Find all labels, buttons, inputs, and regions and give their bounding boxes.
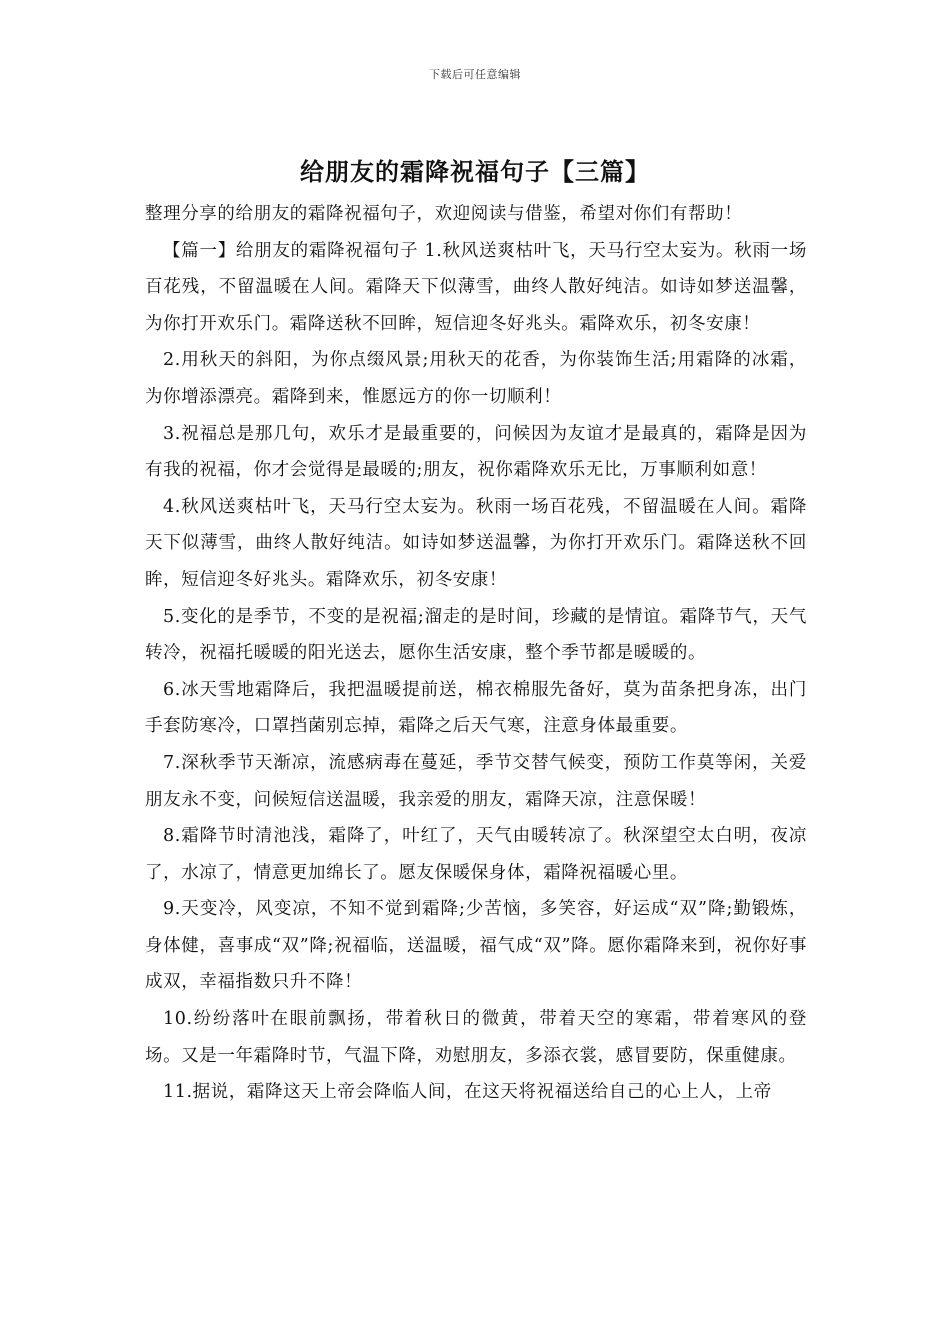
blessing-item: 3.祝福总是那几句，欢乐才是最重要的，问候因为友谊才是最真的，霜降是因为有我的祝福，你才会觉得是最暖的;朋友，祝你霜降欢乐无比，万事顺利如意！ (145, 423, 807, 481)
blessing-item: 6.冰天雪地霜降后，我把温暖提前送，棉衣棉服先备好，莫为苗条把身冻，出门手套防寒冷，口罩挡菌别忘掉，霜降之后天气寒，注意身体最重要。 (145, 679, 807, 737)
blessing-item: 2.用秋天的斜阳，为你点缀风景;用秋天的花香，为你装饰生活;用霜降的冰霜，为你增添漂亮。霜降到来，惟愿远方的你一切顺利！ (145, 350, 807, 407)
section-paragraph-1 (145, 233, 807, 343)
blessing-item: 4.秋风送爽枯叶飞，天马行空太妄为。秋雨一场百花残，不留温暖在人间。霜降天下似薄雪，曲终人散好纯洁。如诗如梦送温馨，为你打开欢乐门。霜降送秋不回眸，短信迎冬好兆头。霜降欢乐，初冬安康！ (145, 496, 807, 590)
section-heading: 【篇一】给朋友的霜降祝福句子 (163, 240, 425, 261)
blessing-item: 7.深秋季节天渐凉，流感病毒在蔓延，季节交替气候变，预防工作莫等闲，关爱朋友永不变，问候短信送温暖，我亲爱的朋友，霜降天凉，注意保暖！ (145, 752, 807, 810)
blessing-item: 9.天变冷，风变凉，不知不觉到霜降;少苦恼，多笑容，好运成“双”降;勤锻炼，身体健，喜事成“双”降;祝福临，送温暖，福气成“双”降。愿你霜降来到，祝你好事成双，幸福指数只升不降！ (145, 899, 807, 993)
intro-paragraph: 整理分享的给朋友的霜降祝福句子，欢迎阅读与借鉴，希望对你们有帮助！ (145, 204, 743, 224)
header-note: 下载后可任意编辑 (429, 68, 521, 81)
blessing-item: 5.变化的是季节，不变的是祝福;溜走的是时间，珍藏的是情谊。霜降节气，天气转冷，祝福托暖暖的阳光送去，愿你生活安康，整个季节都是暖暖的。 (145, 606, 807, 664)
document-title: 给朋友的霜降祝福句子【三篇】 (300, 157, 650, 186)
blessing-item: 11.据说，霜降这天上帝会降临人间，在这天将祝福送给自己的心上人，上帝 (163, 1082, 772, 1103)
document-body (145, 196, 807, 1111)
blessing-item: 8.霜降节时清池浅，霜降了，叶红了，天气由暖转凉了。秋深望空太白明，夜凉了，水凉了，情意更加绵长了。愿友保暖保身体，霜降祝福暖心里。 (145, 826, 807, 883)
blessing-item: 10.纷纷落叶在眼前飘扬，带着秋日的微黄，带着天空的寒霜，带着寒风的登场。又是一年霜降时节，气温下降，劝慰朋友，多添衣裳，感冒要防，保重健康。 (145, 1009, 807, 1066)
blessing-item: 1.秋风送爽枯叶飞，天马行空太妄为。秋雨一场百花残，不留温暖在人间。霜降天下似薄雪，曲终人散好纯洁。如诗如梦送温馨，为你打开欢乐门。霜降送秋不回眸，短信迎冬好兆头。霜降欢乐，初冬安康！ (145, 240, 808, 334)
